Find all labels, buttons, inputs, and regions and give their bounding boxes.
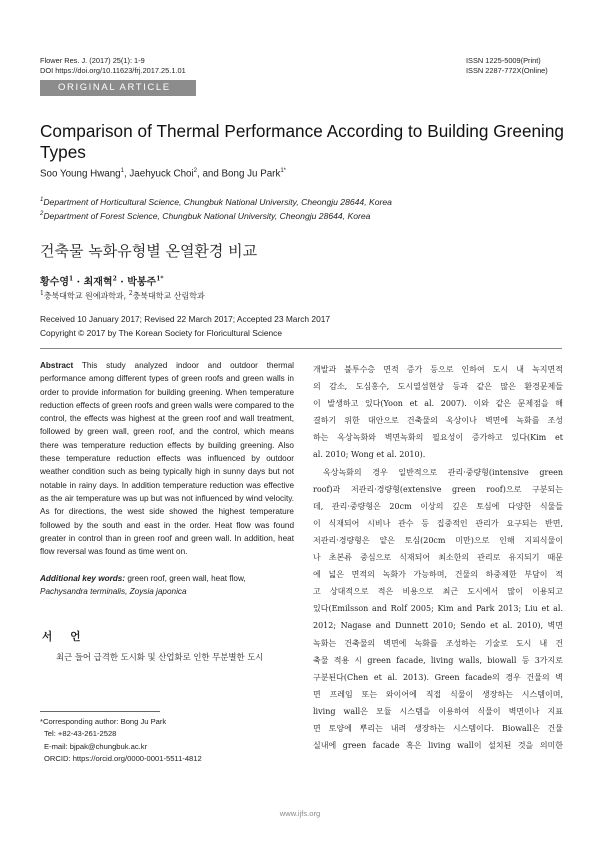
- affiliation-text: Department of Horticultural Science, Chungbuk National University, Cheongju 28644, Korea: [43, 197, 392, 207]
- abstract: [40, 359, 294, 558]
- doi-link[interactable]: DOI https://doi.org/10.11623/frj.2017.25.1.01: [40, 66, 186, 75]
- korean-author-marker: 2: [112, 275, 117, 283]
- journal-citation: Flower Res. J. (2017) 25(1): 1-9: [40, 56, 145, 65]
- intro-heading-char: 서: [42, 631, 71, 643]
- intro-heading-char: 언: [70, 631, 81, 643]
- journal-website-link[interactable]: www.ijfs.org: [279, 809, 321, 818]
- body-line: 의 감소, 도심홍수, 도시열섬현상 등과 같은 많은 환경문제들: [313, 382, 563, 392]
- keywords-label: Additional key words:: [40, 574, 126, 583]
- korean-affil-text: 충북대학교 산림학과: [132, 291, 205, 301]
- abstract-label: Abstract: [40, 361, 74, 370]
- section-divider: [40, 348, 562, 349]
- history-dates: Received 10 January 2017; Revised 22 March 2017; Accepted 23 March 2017: [40, 314, 331, 324]
- body-line: 축물 적용 시 green facade, living walls, biowall 등 3가지로: [313, 655, 563, 665]
- intro-first-line: 최근 들어 급격한 도시화 및 산업화로 인한 무분별한 도시: [56, 652, 264, 662]
- article-type-banner: [40, 80, 196, 96]
- orcid-link[interactable]: ORCID: https://orcid.org/0000-0001-5511-4812: [44, 754, 202, 764]
- korean-title: 건축물 녹화유형별 온열환경 비교: [40, 242, 258, 260]
- keywords: [40, 573, 294, 599]
- korean-author: · 박봉주: [116, 277, 157, 288]
- korean-affil-text: 충북대학교 원예과학과,: [43, 291, 129, 301]
- body-line: roof)과 저관리·경량형(extensive green roof)으로 구분되는: [313, 484, 563, 494]
- affiliation-2: [40, 211, 370, 221]
- author-name: , Jaehyuck Choi: [123, 168, 194, 180]
- body-line: 에 넓은 면적의 녹화가 가능하며, 건물의 하중제한 부담이 적: [313, 570, 563, 580]
- author-list: [40, 168, 286, 179]
- korean-author-marker: 1*: [156, 275, 164, 283]
- korean-author-marker: 1: [68, 275, 74, 283]
- korean-author-list: [40, 273, 164, 288]
- corresponding-author: *Corresponding author: Bong Ju Park: [40, 717, 167, 726]
- body-line: 하는 옥상녹화와 벽면녹화의 필요성이 증가하고 있다(Kim et: [313, 433, 563, 443]
- copyright-notice: Copyright © 2017 by The Korean Society for Floricultural Science: [40, 328, 283, 338]
- corresponding-footnote: [40, 716, 202, 766]
- abstract-text: This study analyzed indoor and outdoor thermal performance among different types of green roofs and green walls in order to provide information for building greening. When temperature reduction effects of green roofs and green walls were compared to the control, the effects was highest at the green roof and wall treatment, followed by green wall, green roof, and the control, which means there was temperature reduction effects by building greening. Also these temperature reduction effects was influenced by outdoor weather condition such as being typically high in sunny days but not notable in rainy days. In addition temperature reduction was effective as the air temperature was up but was not influenced by wind velocity. As for directions, the west side showed the highest temperature followed by the south and east in the order. Heat flow was found greater in control than in green roof and green wall. In addition, heat flow reversal was found as time went on.: [40, 361, 294, 557]
- article-title: Comparison of Thermal Performance According to Building Greening Types: [40, 121, 564, 162]
- body-line: 데, 관리·중량형은 20cm 이상의 깊은 토심에 다양한 식물들: [313, 501, 563, 511]
- korean-affiliations: [40, 290, 205, 302]
- author-affil-marker: 1: [120, 168, 124, 174]
- affiliation-1: [40, 197, 392, 207]
- body-line: 결하기 위한 대안으로 건축물의 옥상이나 벽면에 녹화를 조성: [313, 416, 563, 426]
- keywords-species: Pachysandra terminalis, Zoysia japonica: [40, 586, 187, 596]
- telephone: Tel: +82-43-261-2528: [44, 729, 117, 739]
- author-affil-marker: 1*: [280, 168, 287, 174]
- intro-heading: [42, 629, 80, 644]
- body-line: 저관리·경량형은 얕은 토심(20cm 미만)으로 인해 지피식물이: [313, 535, 563, 545]
- email-link[interactable]: E-mail: bjpak@chungbuk.ac.kr: [44, 741, 148, 751]
- issn-print: ISSN 1225-5009(Print): [466, 56, 541, 65]
- body-line: 개발과 불투수층 면적 증가 등으로 인하여 도시 내 녹지면적: [313, 365, 563, 374]
- body-line: 면 토양에 뿌리는 내려 생장하는 시스템이다. Biowall은 건물: [313, 723, 563, 733]
- body-line: 있다(Emilsson and Rolf 2005; Kim and Park 2013; Liu et al.: [313, 604, 563, 614]
- body-line: 나 초본류 중심으로 식재되어 최소한의 관리로 유지되기 때문: [313, 553, 563, 563]
- author-affil-marker: 2: [193, 168, 198, 174]
- body-line: al. 2010; Wong et al. 2010).: [313, 450, 426, 460]
- korean-author: · 최재혁: [73, 277, 113, 288]
- affiliation-marker: 2: [40, 211, 44, 218]
- body-line: 고 상대적으로 적은 비용으로 최근 도시에서 많이 이용되고: [313, 587, 563, 597]
- body-line: 녹화는 건축물의 벽면에 녹화를 조성하는 기술로 도시 내 건: [313, 638, 563, 648]
- footnote-divider: [40, 711, 160, 712]
- body-right-column: [313, 361, 563, 754]
- issn-online: ISSN 2287-772X(Online): [466, 66, 548, 75]
- affiliation-marker: 1: [40, 197, 44, 204]
- korean-author: 황수영: [40, 277, 69, 288]
- body-line: 옥상녹화의 경우 일반적으로 관리·중량형(intensive green: [323, 467, 563, 477]
- body-line: 2012; Nagase and Dunnett 2010; Sendo et al. 2010), 벽면: [313, 621, 563, 631]
- body-line: 이 식재되어 시비나 관수 등 집중적인 관리가 요구되는 반면,: [313, 518, 563, 528]
- author-name: Soo Young Hwang: [40, 168, 121, 180]
- affiliation-text: Department of Forest Science, Chungbuk National University, Cheongju 28644, Korea: [43, 211, 371, 221]
- korean-affil-marker: 2: [128, 290, 133, 297]
- korean-affil-marker: 1: [40, 290, 44, 297]
- body-line: living wall은 모듈 시스템을 이용하여 식물이 벽면이나 지표: [313, 706, 563, 716]
- keywords-plain: green roof, green wall, heat flow,: [125, 574, 246, 583]
- article-type-label: ORIGINAL ARTICLE: [58, 82, 171, 93]
- author-name: , and Bong Ju Park: [197, 168, 281, 180]
- body-line: 이 발생하고 있다(Yoon et al. 2007). 이와 같은 문제점을 해: [313, 399, 563, 409]
- body-line: 면 프레임 또는 와이어에 직접 식물이 생장하는 시스템이며,: [313, 689, 563, 699]
- body-line: 구분된다(Chen et al. 2013). Green facade의 경우 건물의 벽: [313, 672, 563, 682]
- body-line: 실내에 green facade 혹은 living wall이 설치된 것을 의미한: [313, 741, 563, 751]
